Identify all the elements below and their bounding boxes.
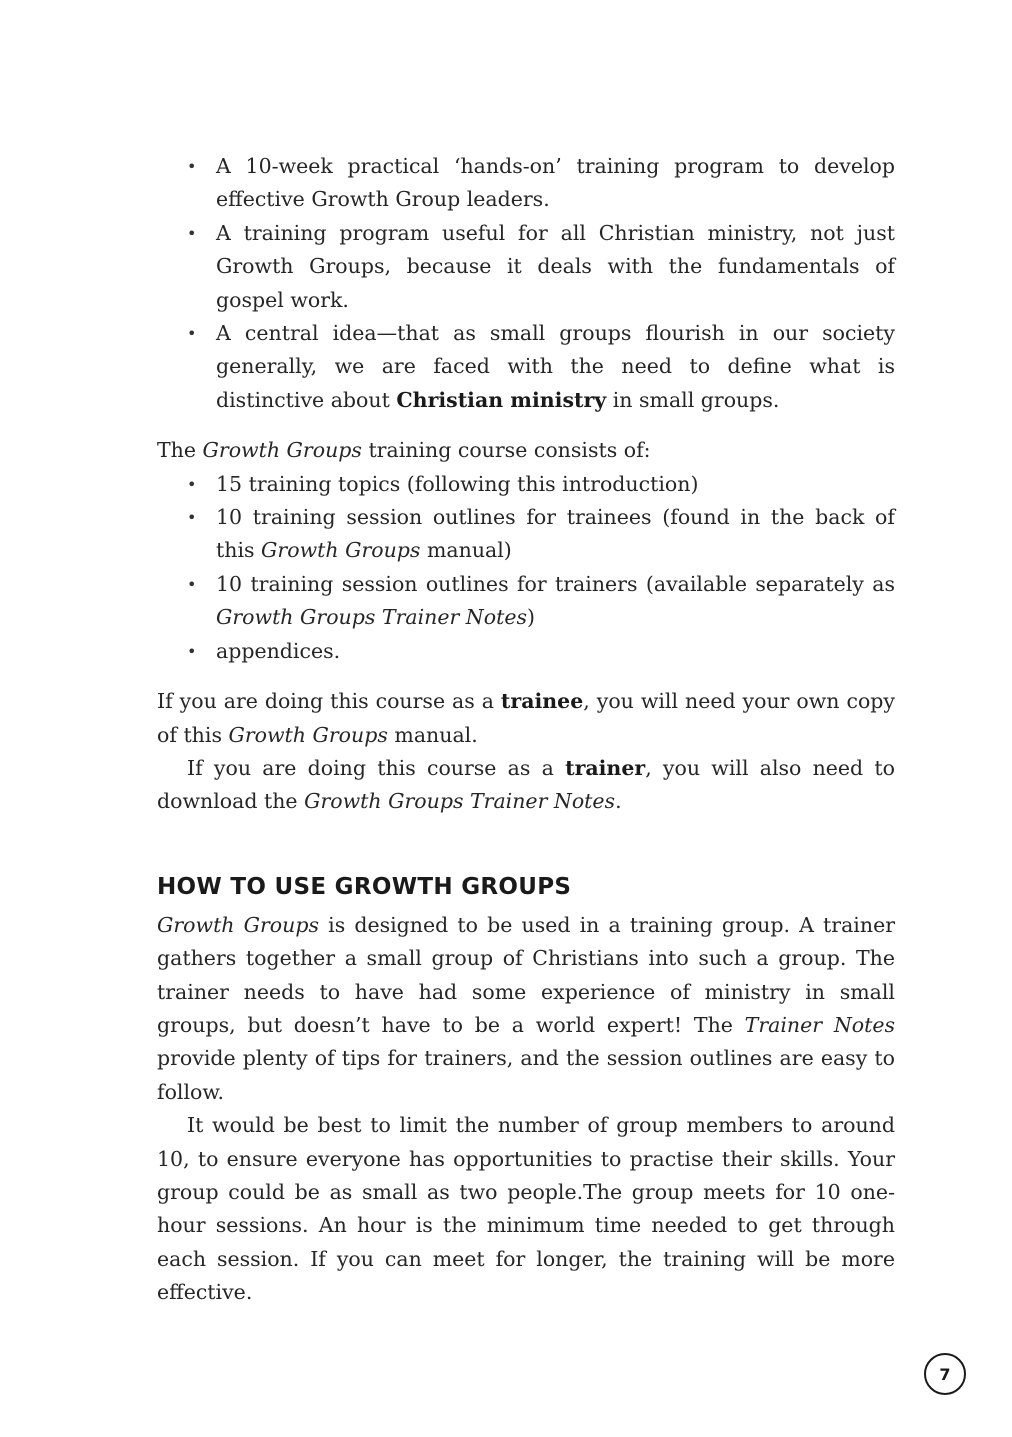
list-item: • 15 training topics (following this introduction) bbox=[157, 468, 895, 501]
usage-paragraph-2: It would be best to limit the number of group members to around 10, to ensure everyone has opportunities to practise their skills. Your group could be as small as two people.The group meets for 10 one-hour sessions. An hour is the minimum time needed to get through each session. If you can meet for longer, the training will be more effective. bbox=[157, 1113, 895, 1305]
course-bullet-list bbox=[157, 468, 895, 668]
page-body bbox=[157, 150, 895, 1310]
title-italic: Growth Groups bbox=[202, 438, 362, 463]
emphasis-text: trainer bbox=[565, 755, 646, 780]
trainee-paragraph: If you are doing this course as a trainee, you will need your own copy of this Growth Groups manual. bbox=[157, 689, 895, 747]
list-item: • 10 training session outlines for trainers (available separately as Growth Groups Trainer Notes) bbox=[157, 568, 895, 635]
list-item: • 10 training session outlines for trainees (found in the back of this Growth Groups manual) bbox=[157, 501, 895, 568]
page-number: 7 bbox=[939, 1364, 951, 1384]
course-intro: The Growth Groups training course consists of: bbox=[157, 438, 651, 463]
intro-bullet-list bbox=[157, 150, 895, 417]
page-number-badge bbox=[924, 1353, 966, 1395]
emphasis-text: trainee bbox=[500, 689, 584, 714]
title-italic: Growth Groups bbox=[261, 538, 421, 563]
list-item: • appendices. bbox=[157, 635, 895, 668]
trainer-paragraph: If you are doing this course as a trainer, you will also need to download the Growth Groups Trainer Notes. bbox=[157, 755, 895, 814]
title-italic: Growth Groups bbox=[157, 912, 320, 937]
section-heading: HOW TO USE GROWTH GROUPS bbox=[157, 873, 572, 900]
list-item: • A training program useful for all Christian ministry, not just Growth Groups, because it deals with the fundamentals of gospel work. bbox=[157, 217, 895, 317]
emphasis-text: Christian ministry bbox=[396, 387, 607, 412]
title-italic: Growth Groups Trainer Notes bbox=[304, 789, 616, 814]
title-italic: Growth Groups bbox=[228, 722, 388, 747]
title-italic: Trainer Notes bbox=[744, 1012, 895, 1037]
list-item: • A central idea—that as small groups flourish in our society generally, we are faced with the need to define what is distinctive about Christian ministry in small groups. bbox=[157, 317, 895, 417]
list-item: • A 10-week practical ‘hands-on’ training program to develop effective Growth Group leaders. bbox=[157, 150, 895, 217]
title-italic: Growth Groups Trainer Notes bbox=[216, 605, 527, 630]
usage-paragraph-1: Growth Groups is designed to be used in a training group. A trainer gathers together a small group of Christians into such a group. The trainer needs to have had some experience of ministry in small groups, but doesn’t have to be a world expert! The Trainer Notes provide plenty of tips for trainers, and the session outlines are easy to follow. bbox=[157, 912, 895, 1104]
